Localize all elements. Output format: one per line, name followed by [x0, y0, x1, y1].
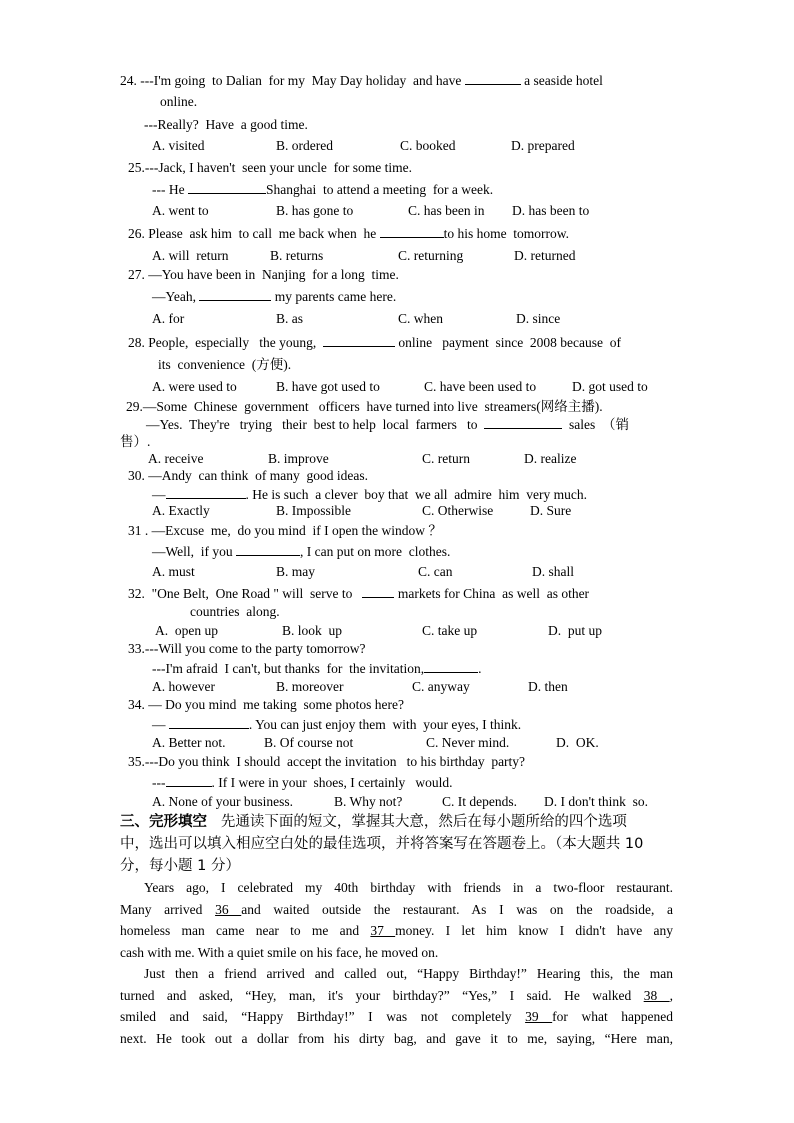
- section-instructions-line2: 中，选出可以填入相应空白处的最佳选项，并将答案写在答题卷上。（本大题共 10: [120, 836, 644, 852]
- q33-option-a: A. however: [152, 679, 215, 694]
- blank-39: 39: [525, 1009, 553, 1024]
- passage-line: smiled and said, “Happy Birthday!” I was not completely 39 for what happened: [120, 1009, 674, 1024]
- answer-blank: [362, 585, 394, 598]
- passage-line: cash with me. With a quiet smile on his face, he moved on.: [120, 944, 439, 960]
- q34-option-d: D. OK.: [556, 735, 599, 750]
- q25-stem-line1: 25.---Jack, I haven't seen your uncle for some time.: [128, 160, 412, 175]
- q32-option-a: A. open up: [155, 623, 218, 638]
- cloze-passage: [120, 880, 673, 1052]
- answer-blank: [323, 334, 395, 347]
- q24-stem-line3: ---Really? Have a good time.: [144, 117, 308, 132]
- blank-36: 36: [215, 901, 242, 917]
- answer-blank: [465, 72, 521, 85]
- q33-stem-line2: ---I'm afraid I can't, but thanks for the invitation, .: [152, 661, 482, 676]
- section-instructions-line3: 分，每小题 1 分）: [120, 858, 240, 874]
- q27-option-b: B. as: [276, 311, 303, 326]
- q29-option-a: A. receive: [148, 451, 204, 466]
- q24-stem-line1: 24. ---I'm going to Dalian for my May Day holiday and have a seaside hotel: [120, 73, 603, 88]
- q29-stem-line2: —Yes. They're trying their best to help local farmers to sales （销: [146, 417, 629, 432]
- q27-option-c: C. when: [398, 311, 443, 326]
- q31-option-d: D. shall: [532, 564, 574, 579]
- q29-option-d: D. realize: [524, 451, 577, 466]
- q33-option-d: D. then: [528, 679, 568, 694]
- q29-option-c: C. return: [422, 451, 470, 466]
- q30-stem-line1: 30. —Andy can think of many good ideas.: [128, 468, 368, 483]
- q35-stem-line2: --- . If I were in your shoes, I certainly would.: [152, 775, 453, 790]
- answer-blank: [166, 774, 212, 787]
- q26-option-a: A. will return: [152, 248, 229, 263]
- q26-option-b: B. returns: [270, 248, 324, 263]
- q27-stem-line1: 27. —You have been in Nanjing for a long time.: [128, 267, 399, 282]
- answer-blank: [199, 288, 271, 301]
- q24-option-d: D. prepared: [511, 138, 575, 153]
- q30-option-a: A. Exactly: [152, 503, 210, 518]
- answer-blank: [188, 181, 266, 194]
- q34-option-c: C. Never mind.: [426, 735, 510, 750]
- section-heading: 三、完形填空 先通读下面的短文，掌握其大意，然后在每小题所给的四个选项: [120, 814, 627, 830]
- q28-option-a: A. were used to: [152, 379, 237, 394]
- answer-blank: [484, 416, 562, 429]
- passage-line: homeless man came near to me and 37 money. I let him know I didn't have any: [120, 923, 674, 938]
- q35-stem-line1: 35.---Do you think I should accept the invitation to his birthday party?: [128, 754, 526, 769]
- q33-option-b: B. moreover: [276, 679, 344, 694]
- q31-stem-line2: —Well, if you , I can put on more clothes.: [152, 544, 451, 559]
- q26-option-d: D. returned: [514, 248, 576, 263]
- q34-option-a: A. Better not.: [152, 735, 226, 750]
- q26-option-c: C. returning: [398, 248, 464, 263]
- blank-37: 37: [370, 923, 396, 938]
- passage-line: Just then a friend arrived and called out, “Happy Birthday!” Hearing this, the man: [144, 966, 673, 981]
- q31-option-a: A. must: [152, 564, 195, 579]
- q29-stem-line3: 售）.: [120, 434, 151, 449]
- q31-option-c: C. can: [418, 564, 453, 579]
- q35-option-c: C. It depends.: [442, 794, 517, 809]
- q27-stem-line2: —Yeah, my parents came here.: [152, 289, 397, 304]
- passage-line: Years ago, I celebrated my 40th birthday with friends in a two-floor restaurant.: [144, 880, 673, 895]
- q24-option-a: A. visited: [152, 138, 205, 153]
- q32-option-d: D. put up: [548, 623, 602, 638]
- q30-option-c: C. Otherwise: [422, 503, 494, 518]
- q34-stem-line2: — . You can just enjoy them with your eyes, I think.: [152, 717, 522, 732]
- q30-option-d: D. Sure: [530, 503, 572, 518]
- q29-stem-line1: 29.—Some Chinese government officers have turned into live streamers(网络主播).: [126, 399, 603, 414]
- blank-38: 38: [643, 987, 670, 1003]
- q28-stem-line2: its convenience (方便).: [158, 357, 292, 372]
- answer-blank: [380, 225, 444, 238]
- q30-stem-line2: — . He is such a clever boy that we all admire him very much.: [152, 487, 588, 502]
- q28-stem-line1: 28. People, especially the young, online payment since 2008 because of: [128, 335, 622, 350]
- q35-option-d: D. I don't think so.: [544, 794, 649, 809]
- answer-blank: [424, 660, 478, 673]
- answer-blank: [166, 486, 246, 499]
- q33-stem-line1: 33.---Will you come to the party tomorrow?: [128, 641, 366, 656]
- q35-option-b: B. Why not?: [334, 794, 403, 809]
- q31-stem-line1: 31 . —Excuse me, do you mind if I open the window ？: [128, 523, 442, 538]
- passage-line: next. He took out a dollar from his dirty bag, and gave it to me, saying, “Here man,: [120, 1030, 673, 1046]
- q30-option-b: B. Impossible: [276, 503, 352, 518]
- q32-option-b: B. look up: [282, 623, 343, 638]
- q32-stem-line2: countries along.: [190, 604, 280, 619]
- answer-blank: [236, 543, 300, 556]
- q25-stem-line2: --- He Shanghai to attend a meeting for a week.: [152, 182, 494, 197]
- q28-option-b: B. have got used to: [276, 379, 380, 394]
- passage-line: Many arrived 36 and waited outside the restaurant. As I was on the roadside, a: [120, 901, 673, 917]
- q24-option-c: C. booked: [400, 138, 456, 153]
- q27-option-a: A. for: [152, 311, 185, 326]
- q34-stem-line1: 34. — Do you mind me taking some photos here?: [128, 697, 404, 712]
- q25-option-b: B. has gone to: [276, 203, 354, 218]
- q33-option-c: C. anyway: [412, 679, 470, 694]
- q32-option-c: C. take up: [422, 623, 478, 638]
- q28-option-c: C. have been used to: [424, 379, 537, 394]
- answer-blank: [169, 716, 249, 729]
- q25-option-c: C. has been in: [408, 203, 485, 218]
- q25-option-d: D. has been to: [512, 203, 590, 218]
- q35-option-a: A. None of your business.: [152, 794, 293, 809]
- q26-stem-line1: 26. Please ask him to call me back when he to his home tomorrow.: [128, 226, 570, 241]
- q31-option-b: B. may: [276, 564, 315, 579]
- q29-option-b: B. improve: [268, 451, 329, 466]
- q25-option-a: A. went to: [152, 203, 209, 218]
- q24-stem-line2: online.: [160, 94, 198, 109]
- passage-line: turned and asked, “Hey, man, it's your birthday?” “Yes,” I said. He walked 38 ,: [120, 987, 674, 1003]
- q32-stem-line1: 32. "One Belt, One Road " will serve to markets for China as well as other: [128, 586, 590, 601]
- q24-option-b: B. ordered: [276, 138, 333, 153]
- q27-option-d: D. since: [516, 311, 561, 326]
- q34-option-b: B. Of course not: [264, 735, 354, 750]
- q28-option-d: D. got used to: [572, 379, 648, 394]
